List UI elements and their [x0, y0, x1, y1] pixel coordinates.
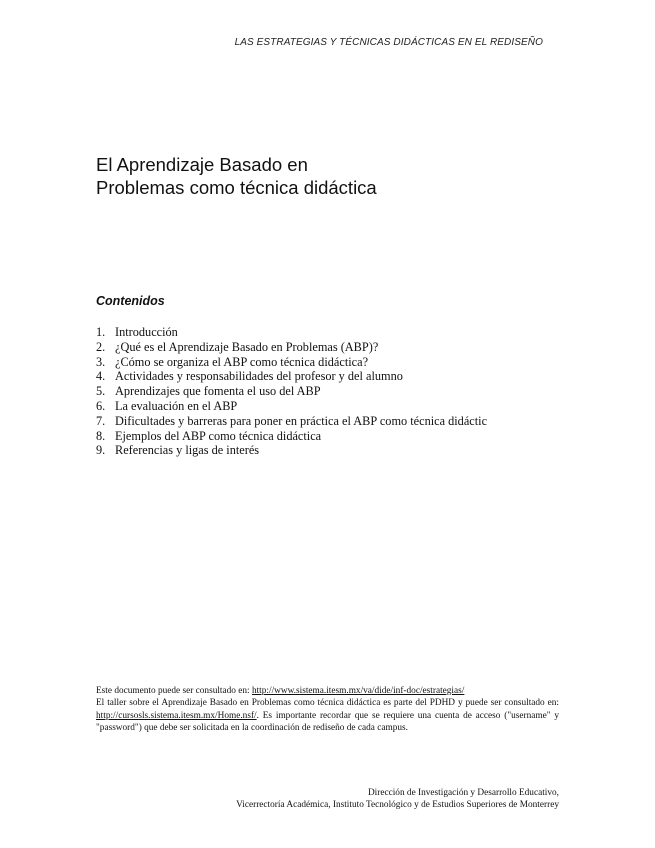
strategies-link[interactable]: http://www.sistema.itesm.mx/va/dide/inf-doc/estrategias/	[251, 686, 465, 696]
toc-item-number: 9.	[96, 443, 106, 458]
toc-item	[96, 399, 487, 414]
footer-line-1: Dirección de Investigación y Desarrollo Educativo,	[367, 788, 559, 798]
consult-prefix: Este documento puede ser consultado en:	[96, 686, 252, 696]
taller-paragraph	[96, 697, 559, 734]
page-footer	[236, 788, 559, 812]
toc-item-label: Referencias y ligas de interés	[115, 443, 260, 458]
taller-text: El taller sobre el Aprendizaje Basado en Problemas como técnica didáctica es parte del PDHD y puede ser consultado en:	[96, 698, 559, 709]
toc-item-label: La evaluación en el ABP	[115, 398, 238, 413]
toc-item-number: 6.	[96, 398, 106, 413]
toc-item	[96, 384, 487, 399]
toc-item-label: ¿Qué es el Aprendizaje Basado en Problemas (ABP)?	[115, 339, 379, 354]
toc-item-number: 8.	[96, 428, 106, 443]
toc-item-label: Introducción	[115, 325, 178, 339]
taller-suffix: . Es importante recordar que se requiere una cuenta de acceso ("username" y "password") que debe ser solicitada en la coordinación de rediseño de cada campus.	[96, 710, 559, 733]
toc-item-number: 1.	[96, 325, 106, 339]
consult-line	[96, 685, 559, 697]
toc-item	[96, 325, 487, 340]
toc-item	[96, 369, 487, 384]
cursos-home-link[interactable]: http://cursosls.sistema.itesm.mx/Home.nsf/	[96, 710, 257, 721]
toc-item	[96, 443, 487, 458]
document-title-line-1: El Aprendizaje Basado en	[96, 154, 308, 175]
toc-item	[96, 340, 487, 355]
toc-item-number: 2.	[96, 339, 106, 354]
running-header: LAS ESTRATEGIAS Y TÉCNICAS DIDÁCTICAS EN EL REDISEÑO	[234, 37, 543, 48]
toc-item-label: Dificultades y barreras para poner en práctica el ABP como técnica didáctic	[115, 413, 488, 428]
toc-item	[96, 414, 487, 429]
toc-item	[96, 355, 487, 370]
document-title	[96, 153, 377, 199]
toc-item	[96, 429, 487, 444]
toc-item-number: 5.	[96, 384, 106, 399]
table-of-contents	[96, 325, 487, 458]
toc-item-number: 4.	[96, 369, 106, 384]
contents-heading: Contenidos	[96, 294, 165, 308]
toc-item-label: Aprendizajes que fomenta el uso del ABP	[115, 384, 321, 399]
access-note	[96, 685, 559, 734]
document-title-line-2: Problemas como técnica didáctica	[96, 177, 377, 198]
footer-line-2: Vicerrectoría Académica, Instituto Tecnológico y de Estudios Superiores de Monterrey	[236, 799, 559, 810]
toc-item-number: 7.	[96, 413, 106, 428]
toc-item-label: Ejemplos del ABP como técnica didáctica	[115, 428, 322, 443]
toc-item-label: ¿Cómo se organiza el ABP como técnica didáctica?	[115, 354, 369, 369]
toc-item-label: Actividades y responsabilidades del profesor y del alumno	[115, 369, 403, 384]
toc-item-number: 3.	[96, 354, 106, 369]
